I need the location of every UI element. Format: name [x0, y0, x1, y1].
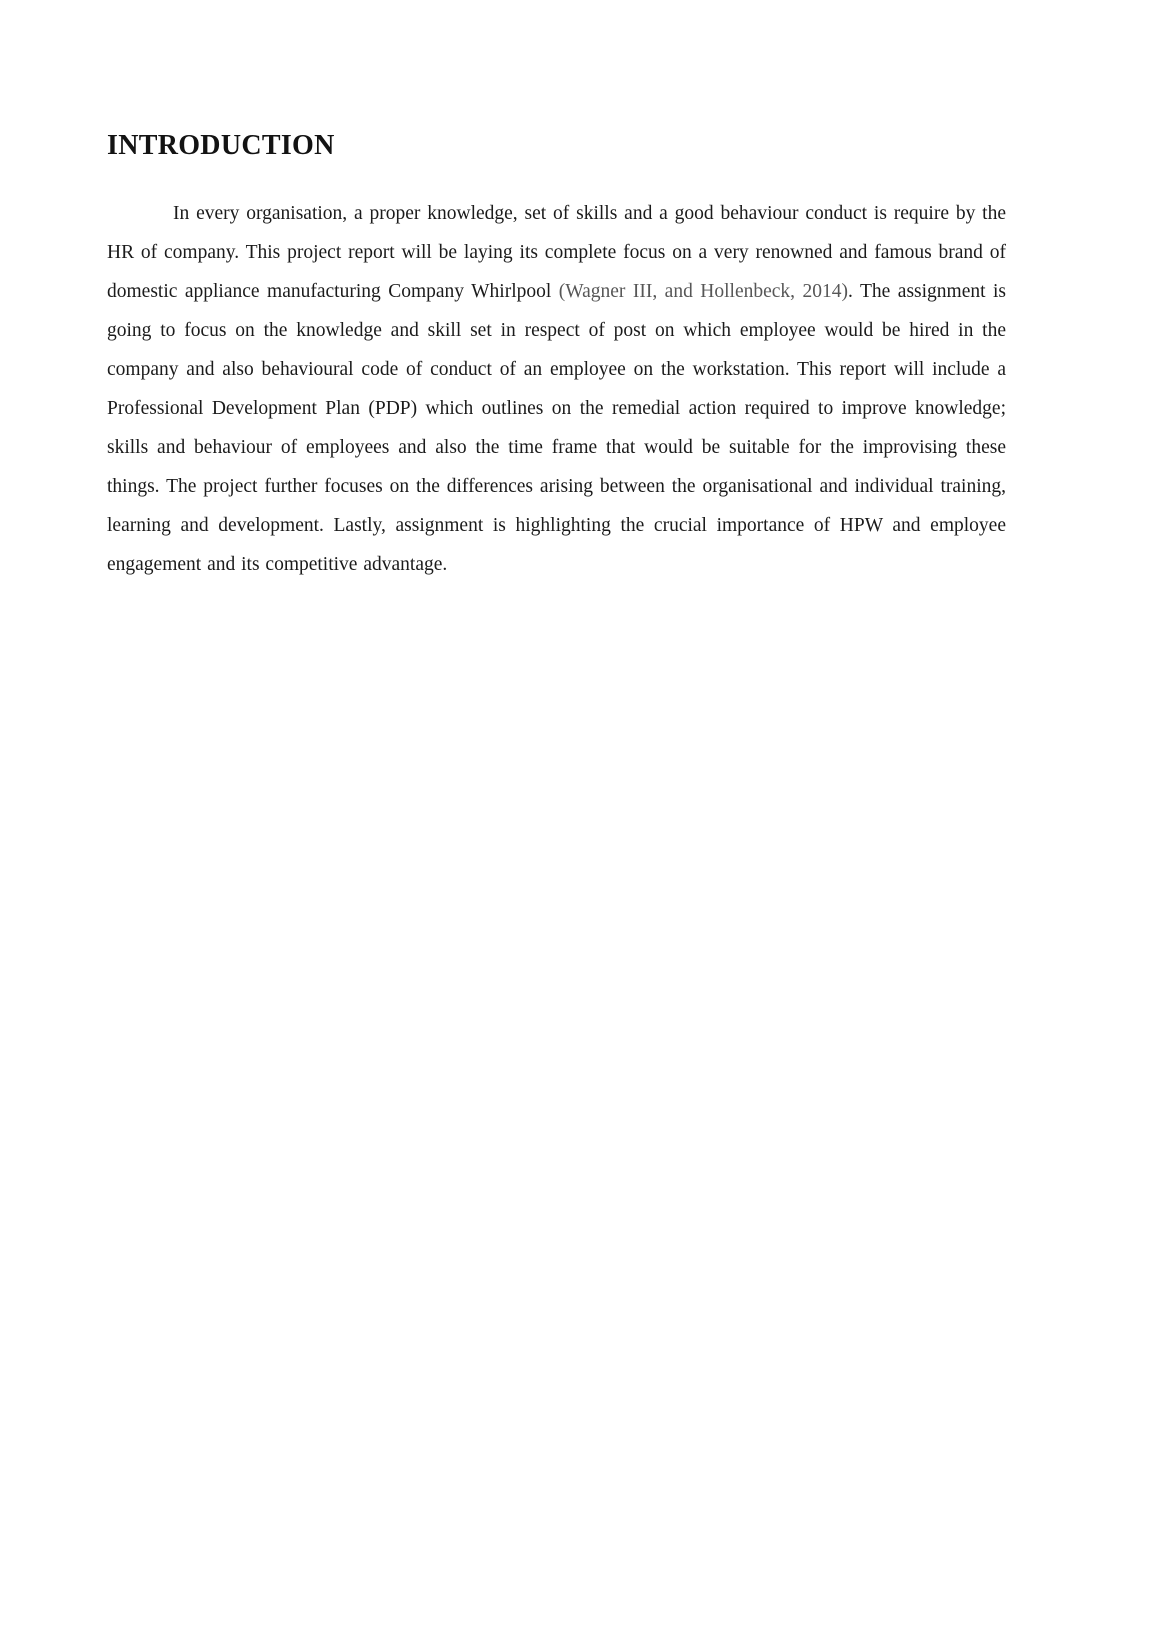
paragraph-text-before-citation: In every organisation, a proper knowledge, set of skills and a good behaviour conduct is require by the HR of company. This project report will be laying its complete focus on a very renowned and famous brand of domestic appliance manufacturing Company Whirlpool	[107, 203, 1006, 302]
paragraph-text-after-citation: . The assignment is going to focus on the knowledge and skill set in respect of post on which employee would be hired in the company and also behavioural code of conduct of an employee on the workstation. This report will include a Professional Development Plan (PDP) which outlines on the remedial action required to improve knowledge; skills and behaviour of employees and also the time frame that would be suitable for the improvising these things. The project further focuses on the differences arising between the organisational and individual training, learning and development. Lastly, assignment is highlighting the crucial importance of HPW and employee engagement and its competitive advantage.	[107, 281, 1007, 575]
paragraph	[107, 194, 1006, 584]
citation-text: (Wagner III, and Hollenbeck, 2014)	[558, 281, 849, 302]
section-heading: INTRODUCTION	[107, 130, 335, 161]
